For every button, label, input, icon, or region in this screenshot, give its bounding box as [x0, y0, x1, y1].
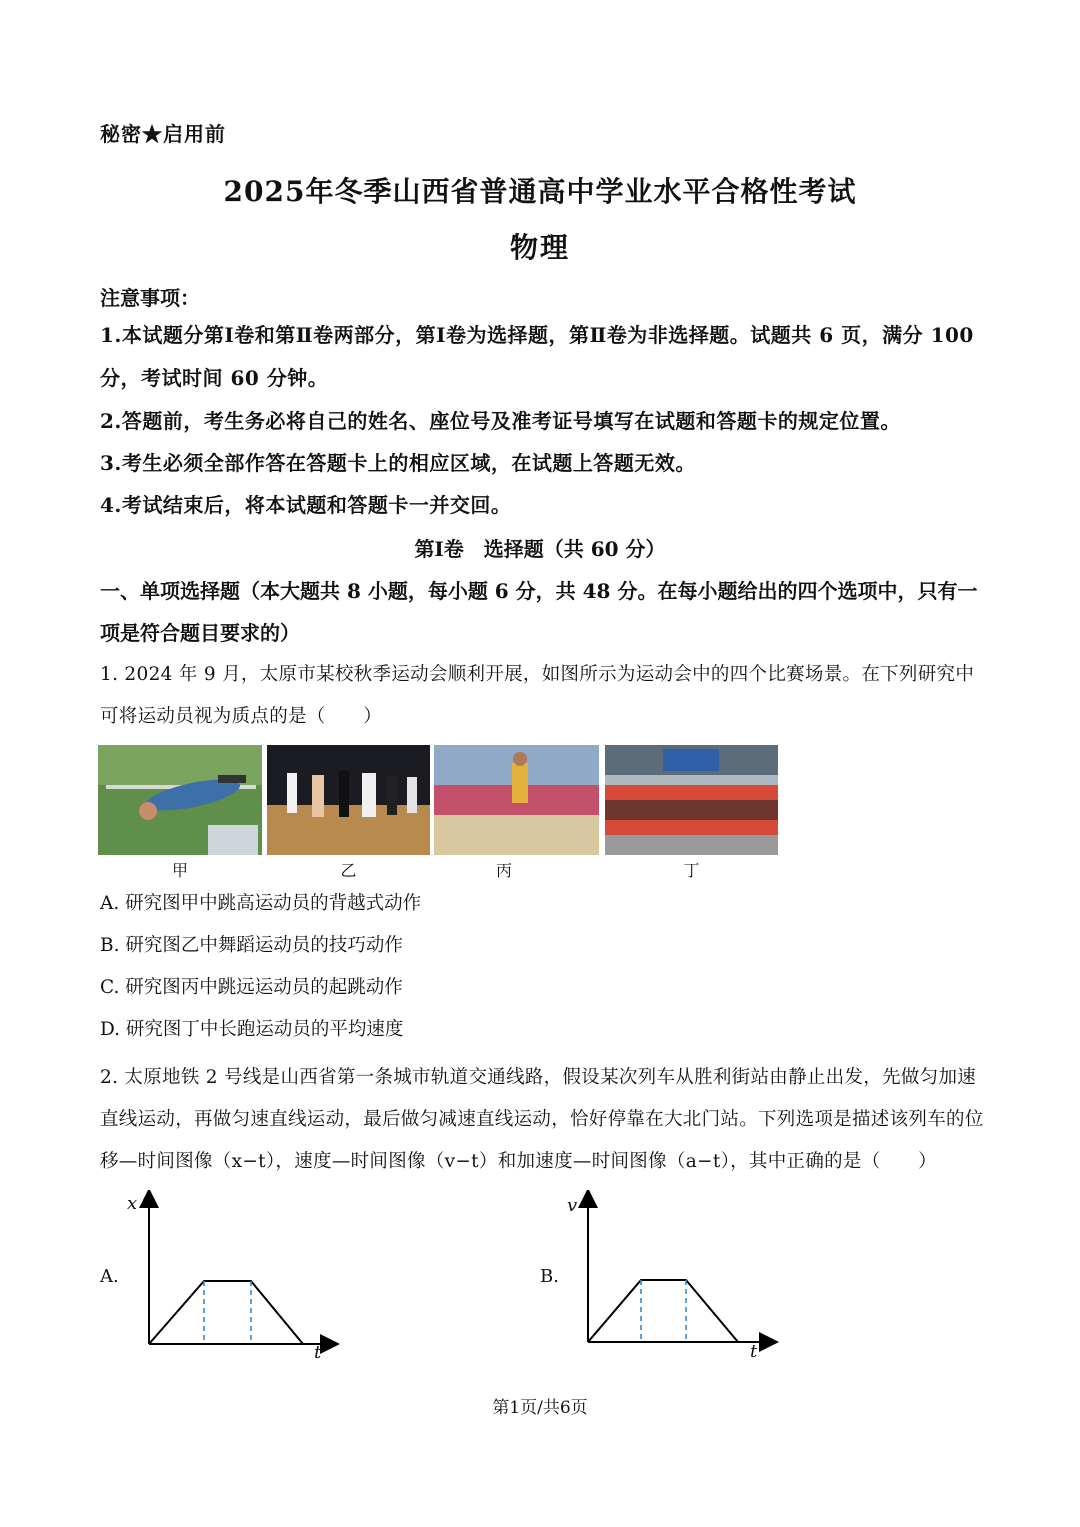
note-item-4: 4.考试结束后，将本试题和答题卡一并交回。 [100, 493, 512, 517]
graph-a-curve [149, 1281, 303, 1344]
high-jump-image [98, 745, 262, 855]
page-number: 第1页/共6页 [492, 1398, 588, 1418]
confidential-mark: 秘密★启用前 [100, 122, 226, 146]
q1-option-b: B. 研究图乙中舞蹈运动员的技巧动作 [100, 935, 403, 956]
exam-subject: 物理 [509, 231, 570, 264]
dance-image [267, 745, 430, 855]
question-1-text: 1. 2024 年 9 月，太原市某校秋季运动会顺利开展，如图所示为运动会中的四个比赛场景。在下列研究中可将运动员视为质点的是（ ） [100, 664, 975, 727]
graph-a-y-label: x [127, 1193, 138, 1214]
q2-graph-a [125, 1190, 345, 1365]
graph-b-curve [588, 1280, 738, 1342]
part-heading: 一、单项选择题（本大题共 8 小题，每小题 6 分，共 48 分。在每小题给出的四个选项中，只有一项是符合题目要求的） [100, 579, 978, 645]
running-image [605, 745, 778, 855]
photo-dance [267, 745, 430, 855]
q1-option-a: A. 研究图甲中跳高运动员的背越式动作 [100, 893, 422, 914]
question-2-text: 2. 太原地铁 2 号线是山西省第一条城市轨道交通线路，假设某次列车从胜利街站由静止出发，先做匀加速直线运动，再做匀速直线运动，最后做匀减速直线运动，恰好停靠在大北门站。下列选项是描述该列车的位移—时间图像（x−t），速度—时间图像（v−t）和加速度—时间图像（a−t），其中正确的是（ ） [100, 1067, 984, 1172]
notes-heading: 注意事项： [100, 286, 200, 310]
q2-graph-b [564, 1190, 784, 1365]
note-item-2: 2.答题前，考生务必将自己的姓名、座位号及准考证号填写在试题和答题卡的规定位置。 [100, 409, 901, 433]
q2-option-a-label: A. [100, 1266, 119, 1287]
caption-jia: 甲 [171, 861, 188, 880]
q1-option-d: D. 研究图丁中长跑运动员的平均速度 [100, 1019, 404, 1040]
caption-bing: 丙 [495, 861, 512, 880]
note-item-3: 3.考生必须全部作答在答题卡上的相应区域，在试题上答题无效。 [100, 451, 696, 475]
photo-long-jump [434, 745, 599, 855]
caption-yi: 乙 [340, 861, 357, 880]
graph-b-x-label: t [750, 1341, 758, 1362]
graph-b-y-label: v [567, 1195, 578, 1216]
photo-high-jump [98, 745, 262, 855]
exam-title: 2025年冬季山西省普通高中学业水平合格性考试 [223, 175, 857, 208]
q2-option-b-label: B. [540, 1266, 559, 1287]
graph-a-x-label: t [314, 1342, 322, 1363]
caption-ding: 丁 [683, 861, 700, 880]
photo-running [605, 745, 778, 855]
note-item-1: 1.本试题分第Ⅰ卷和第Ⅱ卷两部分，第Ⅰ卷为选择题，第Ⅱ卷为非选择题。试题共 6 页，满分 100 分，考试时间 60 分钟。 [100, 323, 974, 390]
q1-option-c: C. 研究图丙中跳远运动员的起跳动作 [100, 977, 403, 998]
section-title: 第Ⅰ卷 选择题（共 60 分） [414, 537, 666, 561]
long-jump-image [434, 745, 599, 855]
